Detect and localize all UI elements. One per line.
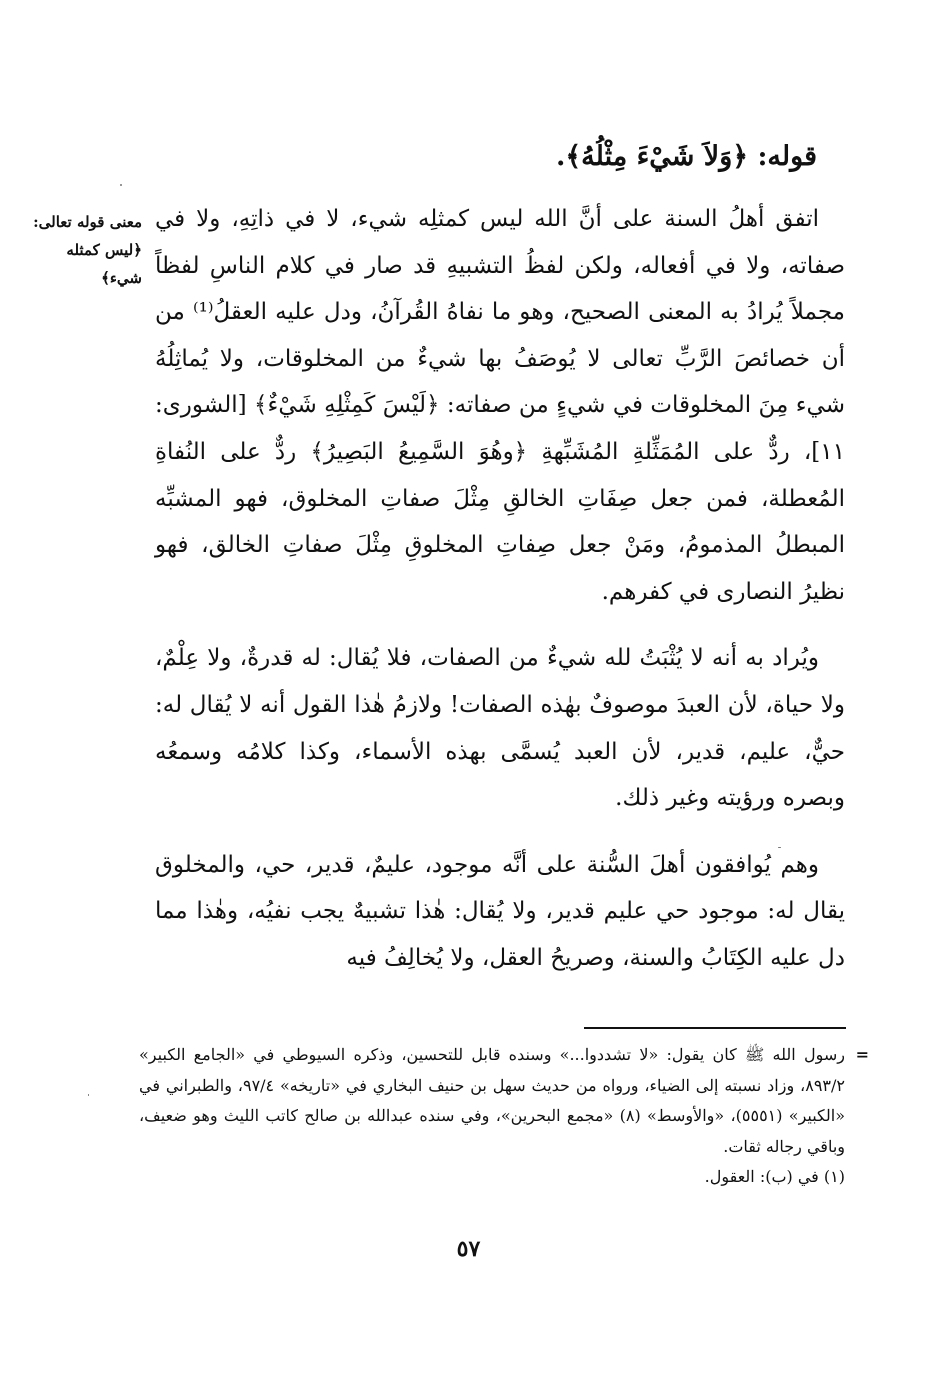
page-number: ٥٧ — [456, 1236, 481, 1262]
margin-note: معنى قوله تعالى: ﴿ليس كمثله شيء﴾ — [33, 213, 142, 287]
main-text — [155, 196, 845, 1002]
footnote-separator — [584, 1027, 846, 1029]
footnotes — [139, 1040, 869, 1193]
scan-speck — [778, 847, 781, 848]
footnote-continuation-text: رسول الله ﷺ كان يقول: «لا تشددوا...» وسنده قابل للتحسين، وذكره السيوطي في «الجامع الكبير» ٨٩٣/٢، وزاد نسبته إلى الضياء، ورواه من حديث سهل بن حنيف البخاري في «تاريخه» ٩٧/٤، والطبراني في «الكبير» (٥٥٥١)، «والأوسط» (٨) «مجمع البحرين»، وفي سنده عبدالله بن صالح كاتب الليث وهو ضعيف، وباقي رجاله ثقات. — [139, 1045, 845, 1156]
footnote-continuation — [139, 1040, 869, 1162]
paragraph-1: اتفق أهلُ السنة على أنَّ الله ليس كمثلِه شيء، لا في ذاتِهِ، ولا في صفاته، ولا في أفعاله، ولكن لفظُ التشبيهِ قد صار في كلام الناسِ لفظاً مجملاً يُرادُ به المعنى الصحيح، وهو ما نفاهُ القُرآنُ، ودل عليه العقلُ⁽¹⁾ من أن خصائصَ الرَّبِّ تعالى لا يُوصَفُ بها شيءٌ من المخلوقات، ولا يُماثِلُهُ شيء مِنَ المخلوقات في شيءٍ من صفاته: ﴿لَيْسَ كَمِثْلِهِ شَيْءٌ﴾ [الشورى: ١١]، ردٌّ على المُمَثِّلةِ المُشَبِّهةِ ﴿وهُوَ السَّمِيعُ البَصِيرُ﴾ ردٌّ على النُفاةِ المُعطلة، فمن جعل صِفَاتِ الخالقِ مِثْلَ صفاتِ المخلوق، فهو المشبِّه المبطلُ المذمومُ، ومَنْ جعل صِفاتِ المخلوقِ مِثْلَ صفاتِ الخالق، فهو نظيرُ النصارى في كفرهم. — [155, 206, 845, 605]
footnote-1: (١) في (ب): العقول. — [704, 1167, 845, 1186]
continuation-marker: = — [855, 1045, 869, 1064]
paragraph-3: وهم يُوافقون أهلَ السُّنة على أنَّه موجود، عليمٌ، قدير، حي، والمخلوق يقال له: موجود حي عليم قدير، ولا يُقال: هٰذا تشبيهٌ يجب نفيُه، وهٰذا مما دل عليه الكِتَابُ والسنة، وصريحُ العقل، ولا يُخالِفُ فيه — [155, 851, 845, 971]
paragraph-2: ويُراد به أنه لا يُثْبَتُ لله شيءٌ من الصفات، فلا يُقال: له قدرةٌ، ولا عِلْمٌ، ولا حياة، لأن العبدَ موصوفٌ بهٰذه الصفات! ولازمُ هٰذا القول أنه لا يُقال له: حيٌّ، عليم، قدير، لأن العبد يُسمَّى بهذه الأسماء، وكذا كلامُه وسمعُه وبصره ورؤيته وغير ذلك. — [155, 645, 845, 812]
scan-speck — [120, 184, 122, 186]
section-heading: قوله: ﴿وَلاَ شَيْءَ مِثْلُهُ﴾. — [555, 141, 817, 172]
scan-speck — [88, 1094, 89, 1096]
